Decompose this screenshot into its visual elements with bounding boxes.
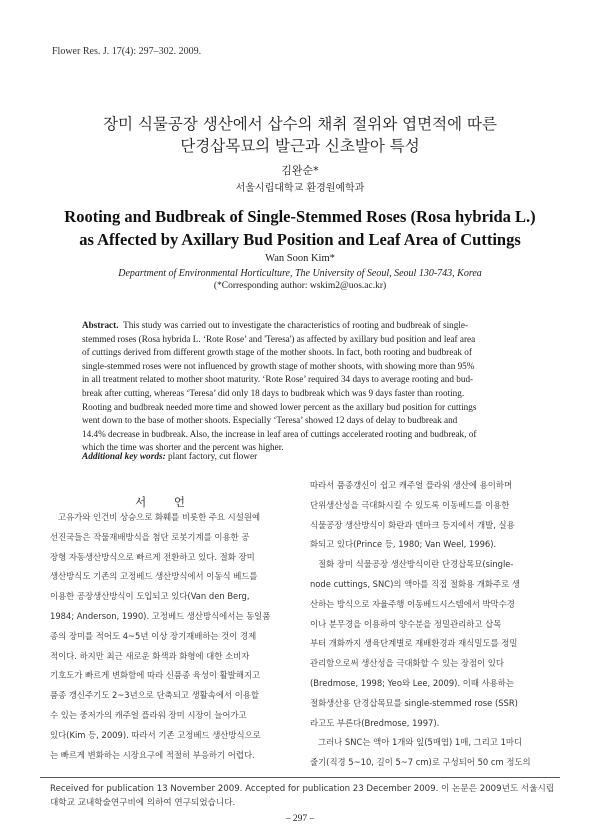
body-line: 적이다. 하지만 최근 새로운 화색과 화형에 대한 소비자 <box>50 650 250 661</box>
left-column <box>50 508 292 765</box>
korean-title-line1: 장미 식물공장 생산에서 삽수의 채취 절위와 엽면적에 따른 <box>103 115 497 133</box>
abstract-line: of cuttings derived from different growth stage of the mother shoots. In fact, both rooting and budbreak of <box>82 347 472 358</box>
abstract-line: in all treatment related to mother shoot maturity. ‘Rote Rose’ required 34 days to average rooting and bud- <box>82 374 474 385</box>
abstract-line: went down to the base of mother shoots. Especially ‘Teresa’ showed 12 days of delay to budbreak and <box>82 415 458 426</box>
section-heading: 서 언 <box>135 495 197 509</box>
abstract-line: Abstract. This study was carried out to investigate the characteristics of rooting and budbreak of single- <box>82 320 469 330</box>
footnote-line2: 대학교 교내학술연구비에 의하여 연구되었습니다. <box>50 798 236 808</box>
body-line: 기호도가 빠르게 변화함에 따라 신품종 육성이 활발해지고 <box>50 670 261 681</box>
page-number: – 297 – <box>285 814 315 824</box>
body-line: 절화생산용 단경삽목묘를 single-stemmed rose (SSR) <box>310 697 518 708</box>
body-line: 선진국들은 작물재배방식을 첨단 로봇기계를 이용한 공 <box>50 531 250 542</box>
body-line: 식물공장 생산방식이 화란과 덴마크 등지에서 개발, 실용 <box>310 519 515 530</box>
english-author: Wan Soon Kim* <box>265 253 335 264</box>
body-line: 고유가와 인건비 상승으로 화훼를 비롯한 주요 시설원예 <box>58 512 261 522</box>
abstract-line: break after cutting, whereas ‘Teresa’ did only 18 days to budbreak which was 9 days faster than rooting. <box>82 387 465 398</box>
body-line: 품종 갱신주기도 2~3년으로 단축되고 생활속에서 이용할 <box>50 690 259 701</box>
key-words-label: Additional key words: <box>82 452 166 462</box>
body-line: 라고도 부른다(Bredmose, 1997). <box>310 717 440 728</box>
body-line: 그러나 SNC는 액아 1개와 잎(5매엽) 1매, 그리고 1마디 <box>318 737 523 748</box>
corresponding-author: (*Corresponding author: wskim2@uos.ac.kr) <box>213 281 387 291</box>
abstract-line: single-stemmed roses were not influenced by growth stage of mother shoots, with showing more than 95% <box>82 360 475 371</box>
body-line: 관리함으로써 생산성을 극대화할 수 있는 장점이 있다 <box>310 658 504 669</box>
body-line: 따라서 품종갱신이 쉽고 캐주얼 플라워 생산에 용이하며 <box>310 480 513 490</box>
key-words-text: plant factory, cut flower <box>168 452 258 462</box>
body-line: 줄기(직경 5~10, 길이 5~7 cm)로 구성되어 50 cm 정도의 <box>310 757 531 768</box>
body-line: 단위생산성을 극대화시킬 수 있도록 이동베드를 이용한 <box>310 499 510 510</box>
body-line: 화되고 있다(Prince 등, 1980; Van Weel, 1996). <box>310 539 497 550</box>
right-column <box>310 476 552 773</box>
body-line: (Bredmose, 1998; Yeo와 Lee, 2009). 이때 사용하는 <box>310 677 514 688</box>
korean-affiliation: 서울시립대학교 환경원예학과 <box>235 183 365 194</box>
body-line: node cuttings, SNC)의 액아를 직접 절화용 개화주로 생 <box>310 578 520 589</box>
body-line: 절화 장미 식물공장 생산방식이란 단경삽목묘(single- <box>318 559 514 570</box>
body-line: 는 빠르게 변화하는 시장요구에 적절히 부응하기 어렵다. <box>50 749 255 760</box>
abstract-line: stemmed roses (Rosa hybrida L. ‘Rote Rose’ and 'Teresa') as affected by axillary bud position and leaf area <box>82 333 476 344</box>
body-line: 1984; Anderson, 1990). 고정베드 생산방식에서는 동일품 <box>50 610 271 621</box>
abstract-line: which the time was shorter and the percent was higher. <box>82 442 284 453</box>
body-line: 부터 개화까지 생육단계별로 재배환경과 재식밀도를 정밀 <box>310 638 518 649</box>
body-line: 이용한 공장생산방식이 도입되고 있다(Van den Berg, <box>50 591 250 602</box>
body-line: 장형 자동생산방식으로 빠르게 전환하고 있다. 절화 장미 <box>50 551 255 562</box>
key-words <box>82 452 257 462</box>
footnote-line1: Received for publication 13 November 2009. Accepted for publication 23 December 2009. 이 논문은 2009년도 서울시립 <box>50 784 555 794</box>
body-line: 종의 장미를 적어도 4~5년 이상 장기재배하는 것이 경제 <box>50 630 257 641</box>
footnote-divider <box>40 777 560 778</box>
body-line: 산하는 방식으로 자율주행 이동베드시스템에서 박막수경 <box>310 598 515 609</box>
body-line: 생산방식도 기존의 고정베드 생산방식에서 이동식 베드를 <box>50 571 258 582</box>
english-title-line1: Rooting and Budbreak of Single-Stemmed Roses (Rosa hybrida L.) <box>64 207 536 226</box>
body-line: 있다(Kim 등, 2009). 따라서 기존 고정베드 생산방식으로 <box>50 729 261 740</box>
body-line: 이나 분무경을 이용하여 양수분을 정밀관리하고 삽목 <box>310 618 502 629</box>
korean-author: 김완순* <box>281 164 319 177</box>
english-affiliation: Department of Environmental Horticulture, The University of Seoul, Seoul 130-743, Korea <box>118 268 482 279</box>
english-title-line2: as Affected by Axillary Bud Position and Leaf Area of Cuttings <box>79 230 521 249</box>
body-line: 수 있는 중저가의 캐주얼 플라워 장미 시장이 늘어가고 <box>50 709 247 720</box>
abstract <box>82 319 526 455</box>
journal-citation: Flower Res. J. 17(4): 297–302. 2009. <box>52 46 202 57</box>
abstract-line: Rooting and budbreak needed more time and showed lower percent as the axillary bud position for cuttings <box>82 401 477 412</box>
abstract-label: Abstract. <box>82 320 119 330</box>
korean-title-line2: 단경삽목묘의 발근과 신초발아 특성 <box>180 137 420 155</box>
abstract-line: 14.4% decrease in budbreak. Also, the increase in leaf area of cuttings accelerated rooting and budbreak, of <box>82 428 477 439</box>
